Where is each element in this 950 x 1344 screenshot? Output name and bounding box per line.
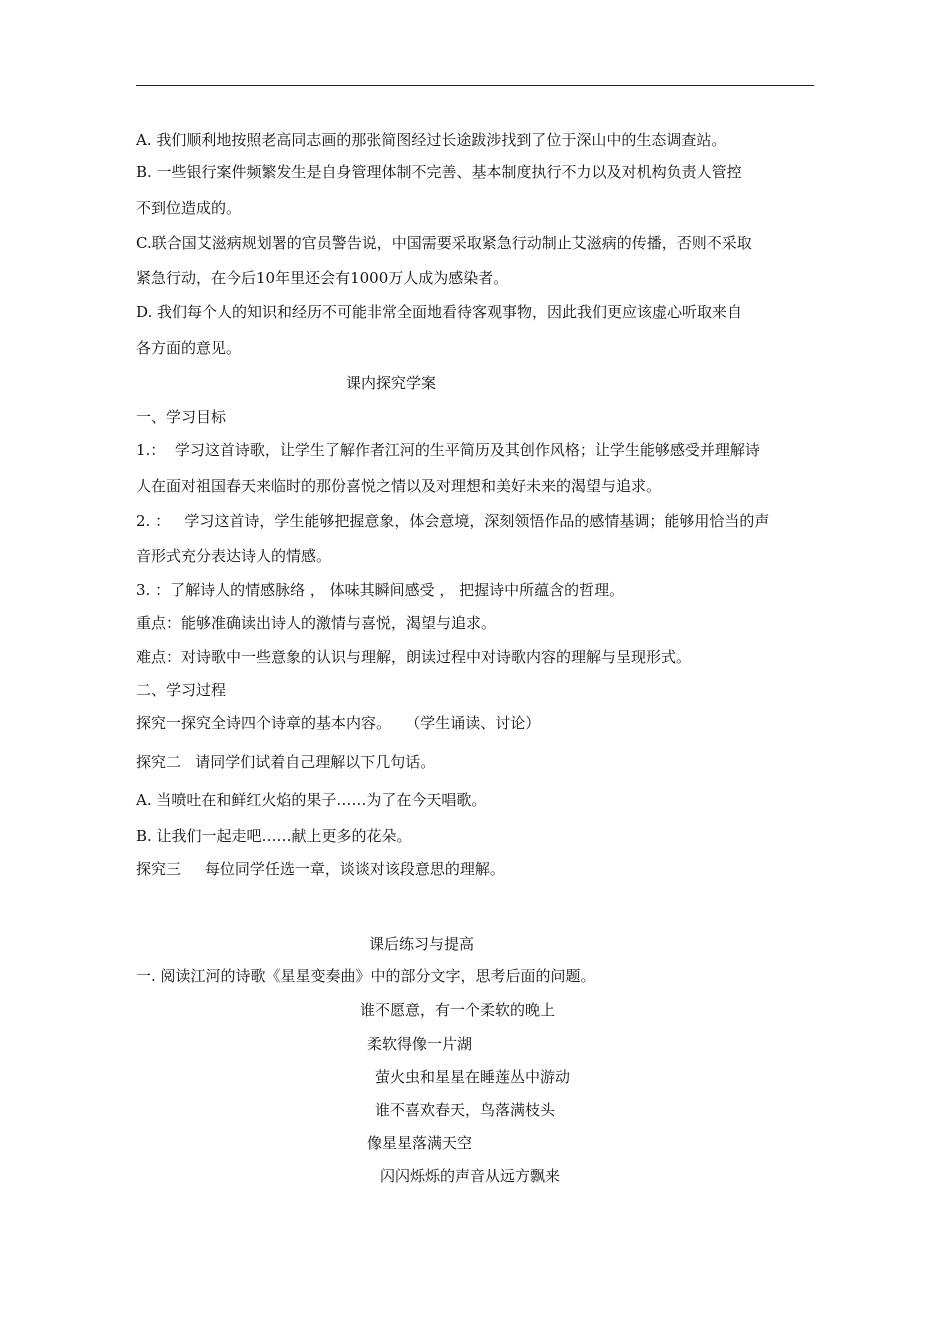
option-c-line1: C.联合国艾滋病规划署的官员警告说，中国需要采取紧急行动制止艾滋病的传播，否则不采取 [136, 234, 752, 252]
header-rule [136, 85, 814, 86]
poem-line: 像星星落满天空 [367, 1134, 473, 1152]
goal-heading: 一、学习目标 [136, 408, 227, 426]
goal-3: 3. ：了解诗人的情感脉络 ， 体味其瞬间感受 ， 把握诗中所蕴含的哲理。 [136, 581, 625, 599]
difficulty: 难点：对诗歌中一些意象的认识与理解，朗读过程中对诗歌内容的理解与呈现形式。 [136, 648, 692, 666]
poem-line: 谁不愿意，有一个柔软的晚上 [360, 1001, 556, 1019]
goal-1-line2: 人在面对祖国春天来临时的那份喜悦之情以及对理想和美好未来的渴望与追求。 [136, 477, 662, 495]
poem-line: 柔软得像一片湖 [367, 1035, 473, 1053]
section-title-after-class: 课后练习与提高 [369, 935, 475, 953]
goal-2-line2: 音形式充分表达诗人的情感。 [136, 547, 332, 565]
explore-3: 探究三 每位同学任选一章，谈谈对该段意思的理解。 [136, 860, 505, 878]
explore-1: 探究一探究全诗四个诗章的基本内容。 （学生诵读、讨论） [136, 714, 541, 732]
explore-2-b: B. 让我们一起走吧……献上更多的花朵。 [136, 827, 412, 845]
goal-1-line1: 1.： 学习这首诗歌，让学生了解作者江河的生平简历及其创作风格；让学生能够感受并理解诗 [136, 441, 760, 459]
process-heading: 二、学习过程 [136, 681, 227, 699]
option-d-line1: D. 我们每个人的知识和经历不可能非常全面地看待客观事物，因此我们更应该虚心听取来自 [136, 303, 743, 321]
option-b-line1: B. 一些银行案件频繁发生是自身管理体制不完善、基本制度执行不力以及对机构负责人管控 [136, 163, 742, 181]
poem-line: 萤火虫和星星在睡莲丛中游动 [375, 1068, 571, 1086]
poem-line: 谁不喜欢春天，鸟落满枝头 [375, 1101, 556, 1119]
poem-line: 闪闪烁烁的声音从远方飘来 [380, 1167, 561, 1185]
option-a: A. 我们顺利地按照老高同志画的那张简图经过长途跋涉找到了位于深山中的生态调查站。 [136, 131, 727, 149]
key-point: 重点：能够准确读出诗人的激情与喜悦，渴望与追求。 [136, 614, 497, 632]
reading-question: 一. 阅读江河的诗歌《星星变奏曲》中的部分文字，思考后面的问题。 [136, 967, 596, 985]
explore-2: 探究二 请同学们试着自己理解以下几句话。 [136, 753, 436, 771]
option-c-line2: 紧急行动，在今后10年里还会有1000万人成为感染者。 [136, 269, 509, 287]
explore-2-a: A. 当喷吐在和鲜红火焰的果子……为了在今天唱歌。 [136, 791, 487, 809]
section-title-in-class: 课内探究学案 [346, 374, 437, 392]
option-b-line2: 不到位造成的。 [136, 199, 242, 217]
option-d-line2: 各方面的意见。 [136, 339, 242, 357]
goal-2-line1: 2. ： 学习这首诗，学生能够把握意象，体会意境，深刻领悟作品的感情基调；能够用恰当的声 [136, 512, 770, 530]
